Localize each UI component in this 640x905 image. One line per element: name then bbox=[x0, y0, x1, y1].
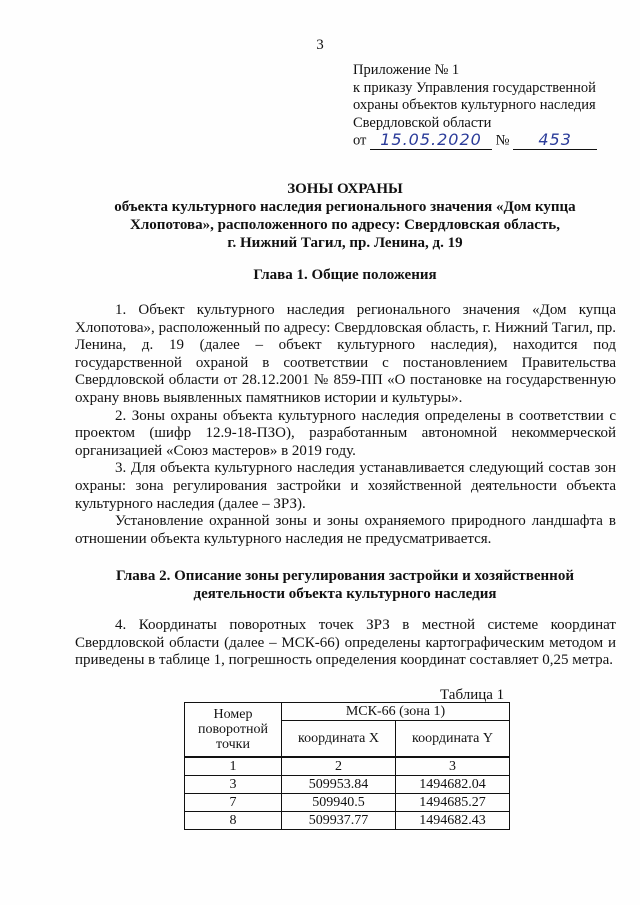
coordinates-table bbox=[184, 702, 510, 830]
appendix-line: к приказу Управления государственной bbox=[353, 79, 596, 96]
title-line: объекта культурного наследия регионального значения «Дом купца bbox=[114, 199, 576, 215]
chapter2-body bbox=[75, 617, 616, 670]
appendix-line: Свердловской области bbox=[353, 114, 492, 131]
x-cell: 509937.77 bbox=[282, 812, 396, 830]
handwritten-number: 453 bbox=[538, 130, 572, 149]
title-line: Хлопотова», расположенного по адресу: Свердловская область, bbox=[130, 217, 560, 233]
heading-line: деятельности объекта культурного наследия bbox=[193, 586, 497, 602]
header-x: координата X bbox=[282, 721, 396, 758]
page-number: 3 bbox=[316, 37, 324, 53]
paragraph: 3. Для объекта культурного наследия устанавливается следующий состав зон охраны: зона регулирования застройки и хозяйственной деятельности объекта культурного наследия (далее – ЗРЗ). bbox=[75, 460, 616, 512]
appendix-block bbox=[353, 62, 633, 150]
header-y: координата Y bbox=[396, 721, 510, 758]
table-row bbox=[185, 776, 510, 794]
title-line: ЗОНЫ ОХРАНЫ bbox=[287, 181, 403, 197]
header-system: МСК-66 (зона 1) bbox=[282, 703, 510, 721]
heading-line: Глава 2. Описание зоны регулирования застройки и хозяйственной bbox=[116, 568, 574, 584]
table-index-row bbox=[185, 757, 510, 776]
title-line: г. Нижний Тагил, пр. Ленина, д. 19 bbox=[227, 235, 463, 251]
table-caption: Таблица 1 bbox=[440, 687, 505, 703]
paragraph: 1. Объект культурного наследия регионального значения «Дом купца Хлопотова», расположенный по адресу: Свердловская область, г. Нижний Тагил, пр. Ленина, д. 19 (далее – объект культурного наследия), находится под государственной охраной в соответствии с постановлением Правительства Свердловской области от 28.12.2001 № 859-ПП «О постановке на государственную охрану вновь выявленных памятников истории и культуры». bbox=[75, 302, 616, 406]
index-cell: 1 bbox=[185, 757, 282, 776]
chapter1-heading: Глава 1. Общие положения bbox=[253, 267, 437, 283]
table-row bbox=[185, 794, 510, 812]
date-prefix: от bbox=[353, 132, 367, 149]
y-cell: 1494682.04 bbox=[396, 776, 510, 794]
point-cell: 3 bbox=[185, 776, 282, 794]
document-title bbox=[60, 180, 630, 252]
appendix-line: Приложение № 1 bbox=[353, 62, 460, 78]
y-cell: 1494685.27 bbox=[396, 794, 510, 812]
chapter2-heading bbox=[60, 567, 630, 603]
appendix-line: охраны объектов культурного наследия bbox=[353, 97, 596, 113]
x-cell: 509953.84 bbox=[282, 776, 396, 794]
point-cell: 8 bbox=[185, 812, 282, 830]
header-point: Номер поворотной точки bbox=[185, 703, 282, 758]
number-prefix: № bbox=[495, 132, 510, 149]
index-cell: 2 bbox=[282, 757, 396, 776]
number-field bbox=[513, 132, 597, 150]
date-field bbox=[370, 132, 492, 150]
table-row bbox=[185, 812, 510, 830]
handwritten-date: 15.05.2020 bbox=[380, 130, 482, 149]
table-header-row bbox=[185, 703, 510, 721]
index-cell: 3 bbox=[396, 757, 510, 776]
y-cell: 1494682.43 bbox=[396, 812, 510, 830]
point-cell: 7 bbox=[185, 794, 282, 812]
paragraph: 4. Координаты поворотных точек ЗРЗ в местной системе координат Свердловской области (далее – МСК-66) определены картографическим методом и приведены в таблице 1, погрешность определения координат составляет 0,25 метра. bbox=[75, 617, 616, 669]
order-date-line bbox=[353, 132, 633, 150]
paragraph: Установление охранной зоны и зоны охраняемого природного ландшафта в отношении объекта культурного наследия не предусматривается. bbox=[75, 513, 616, 547]
chapter1-body bbox=[75, 302, 616, 548]
x-cell: 509940.5 bbox=[282, 794, 396, 812]
paragraph: 2. Зоны охраны объекта культурного наследия определены в соответствии с проектом (шифр 12.9-18-ПЗО), разработанным автономной некоммерческой организацией «Союз мастеров» в 2019 году. bbox=[75, 407, 616, 459]
